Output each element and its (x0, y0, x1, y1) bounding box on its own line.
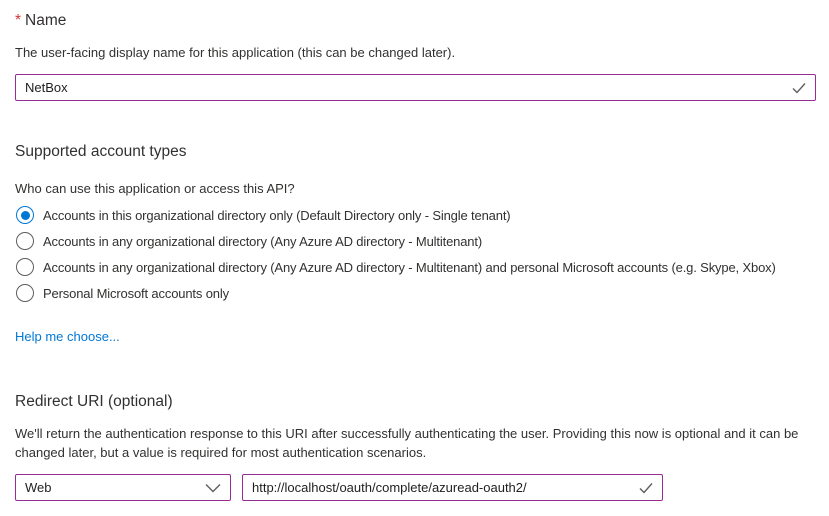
account-types-radio-group (15, 202, 816, 306)
radio-button-icon[interactable] (16, 206, 34, 224)
radio-button-icon[interactable] (16, 284, 34, 302)
redirect-uri-description: We'll return the authentication response to this URI after successfully authenticating the user. Providing this now is optional and it can be changed later, but a value is required for most authentication scenarios. (15, 426, 799, 460)
checkmark-icon (792, 82, 806, 94)
required-asterisk: * (15, 12, 22, 29)
radio-option-multitenant-personal[interactable] (15, 254, 816, 280)
name-input-value: NetBox (25, 80, 68, 95)
redirect-uri-input[interactable] (242, 474, 663, 501)
redirect-uri-title: Redirect URI (optional) (15, 393, 173, 410)
platform-selected-value: Web (25, 480, 52, 495)
checkmark-icon (639, 482, 653, 494)
redirect-uri-row (15, 474, 816, 501)
name-section-title (15, 12, 816, 30)
supported-account-types-title: Supported account types (15, 143, 187, 160)
help-me-choose-link[interactable]: Help me choose... (15, 329, 120, 344)
name-description: The user-facing display name for this application (this can be changed later). (15, 45, 456, 60)
radio-option-label: Accounts in this organizational directory only (Default Directory only - Single tenant) (43, 207, 511, 223)
platform-select-dropdown[interactable] (15, 474, 231, 501)
radio-button-icon[interactable] (16, 232, 34, 250)
radio-option-multitenant[interactable] (15, 228, 816, 254)
chevron-down-icon (205, 483, 221, 493)
radio-option-label: Accounts in any organizational directory (Any Azure AD directory - Multitenant) and personal Microsoft accounts (e.g. Skype, Xbox) (43, 259, 776, 275)
name-input[interactable] (15, 74, 816, 101)
radio-option-single-tenant[interactable] (15, 202, 816, 228)
radio-button-icon[interactable] (16, 258, 34, 276)
radio-option-label: Accounts in any organizational directory (Any Azure AD directory - Multitenant) (43, 233, 483, 249)
radio-option-personal-only[interactable] (15, 280, 816, 306)
redirect-uri-value: http://localhost/oauth/complete/azuread-oauth2/ (252, 480, 527, 495)
account-types-question: Who can use this application or access this API? (15, 181, 295, 196)
name-title-text: Name (25, 12, 67, 29)
radio-option-label: Personal Microsoft accounts only (43, 285, 229, 301)
